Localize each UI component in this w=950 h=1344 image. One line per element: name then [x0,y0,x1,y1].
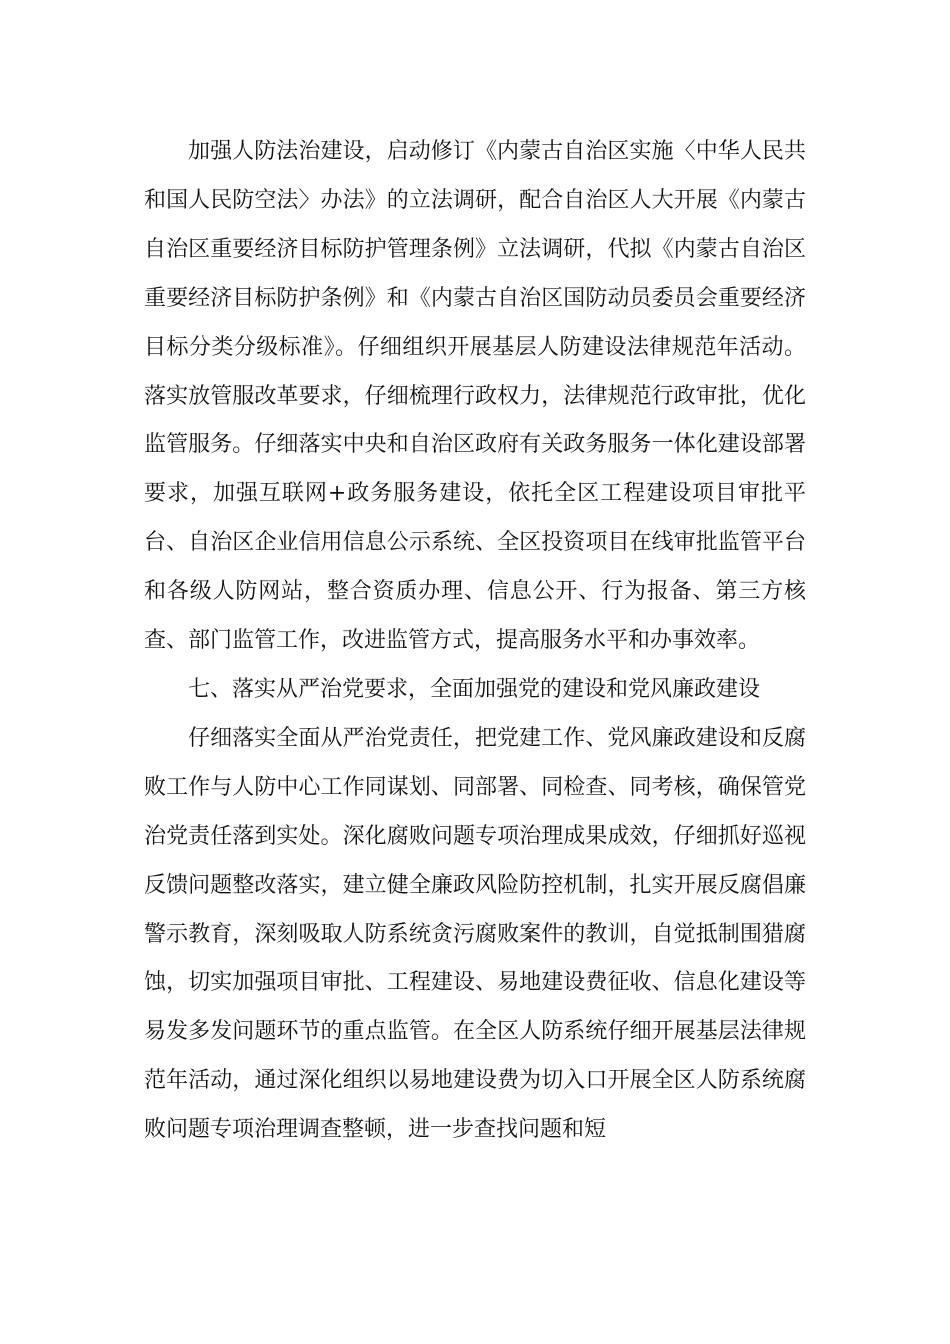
paragraph-party-discipline: 仔细落实全面从严治党责任，把党建工作、党风廉政建设和反腐败工作与人防中心工作同谋划、同部署、同检查、同考核，确保管党治党责任落到实处。深化腐败问题专项治理成果成效，仔细抓好巡视反馈问题整改落实，建立健全廉政风险防控机制，扎实开展反腐倡廉警示教育，深刻吸取人防系统贪污腐败案件的教训，自觉抵制围猎腐蚀，切实加强项目审批、工程建设、易地建设费征收、信息化建设等易发多发问题环节的重点监管。在全区人防系统仔细开展基层法律规范年活动，通过深化组织以易地建设费为切入口开展全区人防系统腐败问题专项治理调查整顿，进一步查找问题和短 [144,725,806,1143]
section-heading-seven: 七、落实从严治党要求，全面加强党的建设和党风廉政建设 [188,676,761,702]
document-body [144,128,806,1155]
paragraph-legal-construction: 加强人防法治建设，启动修订《内蒙古自治区实施〈中华人民共和国人民防空法〉办法》的立法调研，配合自治区人大开展《内蒙古自治区重要经济目标防护管理条例》立法调研，代拟《内蒙古自治区重要经济目标防护条例》和《内蒙古自治区国防动员委员会重要经济目标分类分级标准》。仔细组织开展基层人防建设法律规范年活动。落实放管服改革要求，仔细梳理行政权力，法律规范行政审批，优化监管服务。仔细落实中央和自治区政府有关政务服务一体化建设部署要求，加强互联网+政务服务建设，依托全区工程建设项目审批平台、自治区企业信用信息公示系统、全区投资项目在线审批监管平台和各级人防网站，整合资质办理、信息公开、行为报备、第三方核查、部门监管工作，改进监管方式，提高服务水平和办事效率。 [144,139,806,654]
